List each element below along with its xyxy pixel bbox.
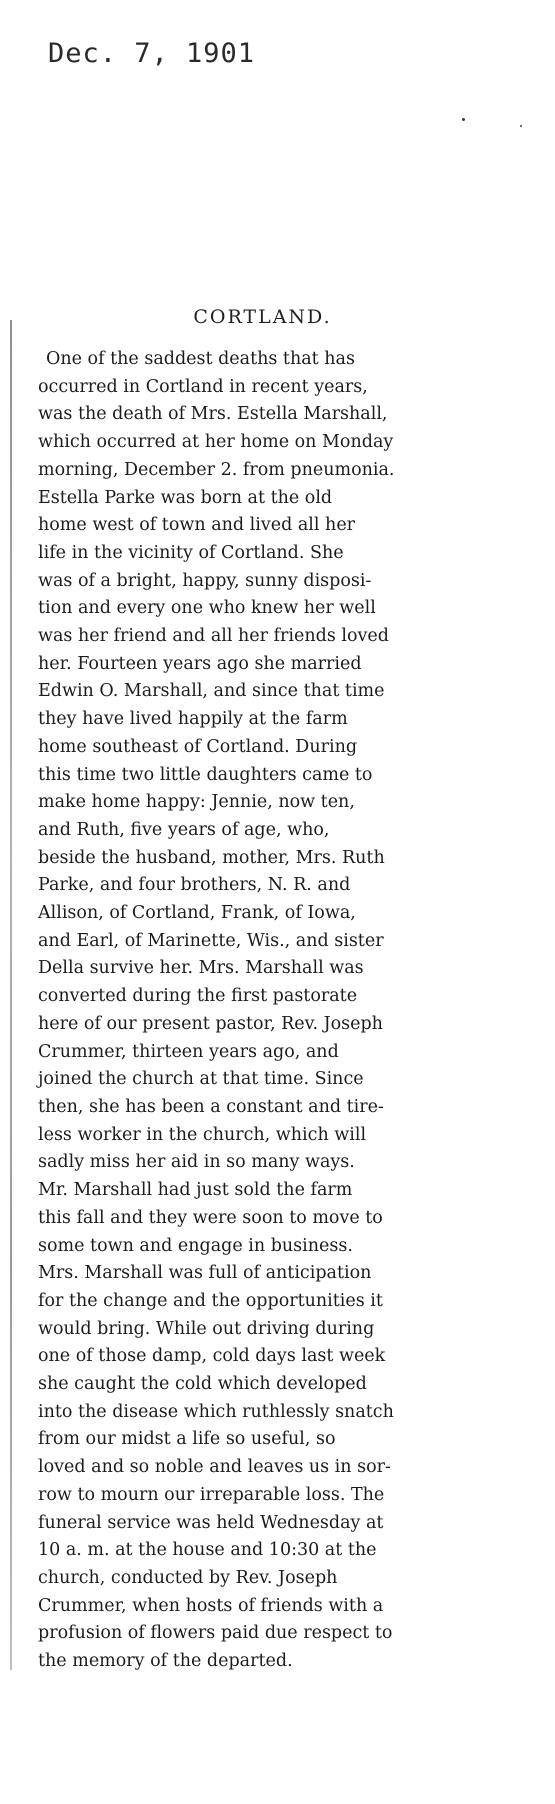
- ink-speck: [462, 118, 465, 121]
- article-line: then, she has been a constant and tire-: [38, 1096, 384, 1117]
- article-line: she caught the cold which developed: [38, 1374, 367, 1395]
- article-line: beside the husband, mother, Mrs. Ruth: [38, 847, 385, 868]
- article-line: was of a bright, happy, sunny disposi-: [38, 570, 372, 591]
- article-line: her. Fourteen years ago she married: [38, 653, 362, 674]
- article-headline: CORTLAND.: [193, 306, 332, 328]
- article-body: [38, 346, 478, 1676]
- article-line: some town and engage in business.: [38, 1235, 353, 1256]
- article-line: 10 a. m. at the house and 10:30 at the: [38, 1540, 377, 1561]
- article-line: joined the church at that time. Since: [38, 1069, 364, 1090]
- article-line: profusion of flowers paid due respect to: [38, 1623, 393, 1644]
- article-line: which occurred at her home on Monday: [38, 432, 394, 453]
- article-line: Mrs. Marshall was full of anticipation: [38, 1263, 372, 1284]
- article-line: Crummer, when hosts of friends with a: [38, 1595, 384, 1616]
- date-stamp: Dec. 7, 1901: [48, 38, 256, 69]
- article-line: One of the saddest deaths that has: [46, 349, 355, 369]
- article-line: occurred in Cortland in recent years,: [38, 376, 368, 397]
- column-rule: [10, 320, 12, 1670]
- article-line: sadly miss her aid in so many ways.: [38, 1152, 355, 1173]
- article-line: home west of town and lived all her: [38, 515, 356, 536]
- article-line: church, conducted by Rev. Joseph: [38, 1567, 338, 1588]
- article-line: make home happy: Jennie, now ten,: [38, 792, 355, 813]
- article-line: the memory of the departed.: [38, 1651, 293, 1672]
- article-line: this time two little daughters came to: [38, 764, 373, 785]
- article-line: for the change and the opportunities it: [38, 1290, 383, 1311]
- article-line: into the disease which ruthlessly snatch: [38, 1401, 394, 1422]
- article-line: and Earl, of Marinette, Wis., and sister: [38, 930, 384, 951]
- article-line: and Ruth, five years of age, who,: [38, 819, 330, 840]
- article-line: Mr. Marshall had just sold the farm: [38, 1180, 353, 1201]
- article-line: Edwin O. Marshall, and since that time: [38, 681, 385, 702]
- article-line: they have lived happily at the farm: [38, 709, 348, 730]
- article-line: Allison, of Cortland, Frank, of Iowa,: [38, 903, 356, 924]
- article-line: tion and every one who knew her well: [38, 598, 376, 619]
- article-line: would bring. While out driving during: [38, 1318, 375, 1339]
- article-line: Estella Parke was born at the old: [38, 487, 333, 508]
- article-line: from our midst a life so useful, so: [38, 1429, 336, 1450]
- article-line: less worker in the church, which will: [38, 1124, 367, 1145]
- article-line: morning, December 2. from pneumonia.: [38, 459, 395, 480]
- article-line: Crummer, thirteen years ago, and: [38, 1041, 339, 1062]
- article-line: Parke, and four brothers, N. R. and: [38, 875, 351, 896]
- article-line: Della survive her. Mrs. Marshall was: [38, 958, 364, 979]
- article-line: loved and so noble and leaves us in sor-: [38, 1457, 391, 1478]
- article-line: was her friend and all her friends loved: [38, 626, 389, 647]
- article-line: life in the vicinity of Cortland. She: [38, 542, 344, 563]
- article-line: one of those damp, cold days last week: [38, 1346, 386, 1367]
- article-line: funeral service was held Wednesday at: [38, 1512, 384, 1533]
- article-line: row to mourn our irreparable loss. The: [38, 1484, 385, 1505]
- ink-speck: [520, 125, 522, 127]
- article-line: this fall and they were soon to move to: [38, 1207, 383, 1228]
- article-line: was the death of Mrs. Estella Marshall,: [38, 404, 388, 425]
- article-line: here of our present pastor, Rev. Joseph: [38, 1013, 383, 1034]
- article-line: home southeast of Cortland. During: [38, 736, 358, 757]
- article-line: converted during the first pastorate: [38, 986, 358, 1007]
